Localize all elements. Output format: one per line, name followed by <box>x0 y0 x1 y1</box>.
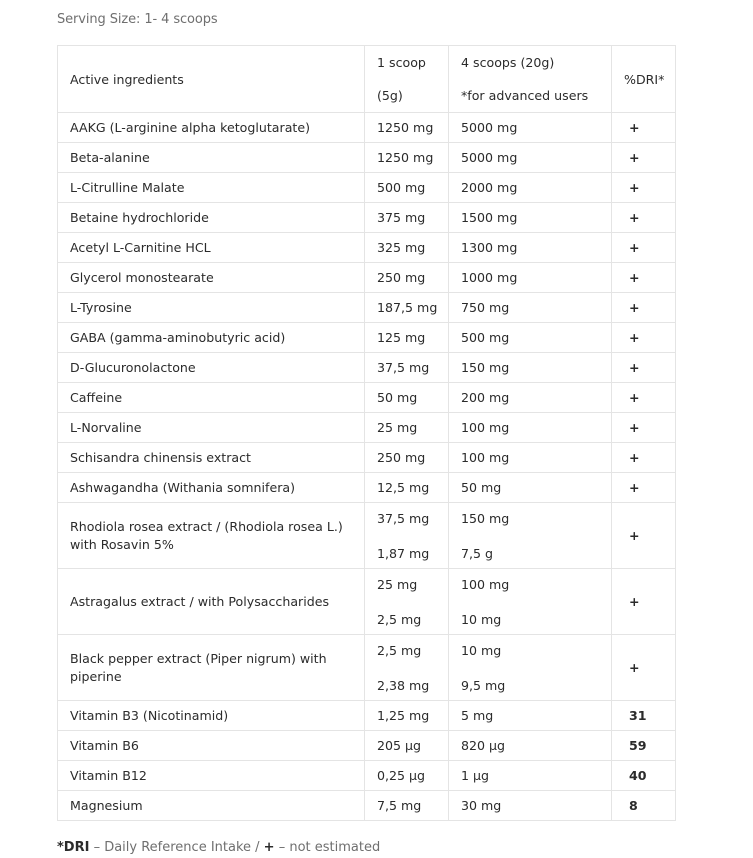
table-row <box>58 473 676 503</box>
one-scoop-amount: 0,25 µg <box>365 761 449 791</box>
table-row <box>58 323 676 353</box>
four-scoops-amount-bottom: 7,5 g <box>461 545 494 561</box>
dri-value: 8 <box>612 791 676 821</box>
ingredient-name: D-Glucuronolactone <box>58 353 365 383</box>
four-scoops-amount: 5000 mg <box>449 113 612 143</box>
table-row <box>58 569 676 635</box>
dri-value: + <box>612 173 676 203</box>
header-four-scoops-line2: *for advanced users <box>461 88 589 103</box>
dri-value: + <box>612 635 676 701</box>
dri-value: + <box>612 413 676 443</box>
table-row <box>58 203 676 233</box>
dri-value: 40 <box>612 761 676 791</box>
ingredient-name: Betaine hydrochloride <box>58 203 365 233</box>
header-active-ingredients: Active ingredients <box>58 46 365 113</box>
one-scoop-amount: 250 mg <box>365 263 449 293</box>
table-row <box>58 701 676 731</box>
four-scoops-amount <box>449 635 612 701</box>
four-scoops-amount: 5000 mg <box>449 143 612 173</box>
four-scoops-amount-top: 10 mg <box>461 642 502 658</box>
dri-value: + <box>612 473 676 503</box>
header-one-scoop <box>365 46 449 113</box>
one-scoop-amount-bottom: 2,5 mg <box>377 611 422 627</box>
dri-value: + <box>612 383 676 413</box>
four-scoops-amount-bottom: 10 mg <box>461 611 502 627</box>
one-scoop-amount-top: 37,5 mg <box>377 510 430 526</box>
one-scoop-amount <box>365 503 449 569</box>
table-row <box>58 761 676 791</box>
one-scoop-amount: 187,5 mg <box>365 293 449 323</box>
one-scoop-amount: 1250 mg <box>365 143 449 173</box>
one-scoop-amount: 25 mg <box>365 413 449 443</box>
dri-value: + <box>612 113 676 143</box>
header-four-scoops-line1: 4 scoops (20g) <box>461 55 555 70</box>
dri-value: + <box>612 503 676 569</box>
one-scoop-amount-top: 25 mg <box>377 576 418 592</box>
footnote-dri-key: *DRI <box>57 840 90 855</box>
header-four-scoops <box>449 46 612 113</box>
dri-value: + <box>612 323 676 353</box>
one-scoop-amount: 7,5 mg <box>365 791 449 821</box>
one-scoop-amount: 375 mg <box>365 203 449 233</box>
four-scoops-amount: 1 µg <box>449 761 612 791</box>
four-scoops-amount: 5 mg <box>449 701 612 731</box>
ingredient-name: Magnesium <box>58 791 365 821</box>
ingredient-name: Rhodiola rosea extract / (Rhodiola rosea L.) with Rosavin 5% <box>58 503 365 569</box>
table-row <box>58 233 676 263</box>
four-scoops-amount: 750 mg <box>449 293 612 323</box>
ingredient-name: Vitamin B3 (Nicotinamid) <box>58 701 365 731</box>
four-scoops-amount <box>449 569 612 635</box>
ingredient-name: Beta-alanine <box>58 143 365 173</box>
ingredient-name: AAKG (L-arginine alpha ketoglutarate) <box>58 113 365 143</box>
table-row <box>58 635 676 701</box>
four-scoops-amount: 100 mg <box>449 413 612 443</box>
footnote <box>57 840 380 855</box>
four-scoops-amount: 1500 mg <box>449 203 612 233</box>
dri-value: + <box>612 443 676 473</box>
ingredient-name: Astragalus extract / with Polysaccharides <box>58 569 365 635</box>
ingredient-name: Schisandra chinensis extract <box>58 443 365 473</box>
four-scoops-amount-top: 100 mg <box>461 576 510 592</box>
four-scoops-amount: 1300 mg <box>449 233 612 263</box>
nutrition-table <box>57 45 676 821</box>
four-scoops-amount: 500 mg <box>449 323 612 353</box>
one-scoop-amount <box>365 635 449 701</box>
ingredient-name: Black pepper extract (Piper nigrum) with piperine <box>58 635 365 701</box>
table-header-row <box>58 46 676 113</box>
dri-value: + <box>612 293 676 323</box>
table-row <box>58 443 676 473</box>
one-scoop-amount-top: 2,5 mg <box>377 642 422 658</box>
header-one-scoop-line1: 1 scoop <box>377 55 426 70</box>
four-scoops-amount: 2000 mg <box>449 173 612 203</box>
ingredient-name: Ashwagandha (Withania somnifera) <box>58 473 365 503</box>
table-row <box>58 263 676 293</box>
four-scoops-amount: 1000 mg <box>449 263 612 293</box>
table-row <box>58 791 676 821</box>
dri-value: 59 <box>612 731 676 761</box>
one-scoop-amount: 37,5 mg <box>365 353 449 383</box>
table-row <box>58 143 676 173</box>
dri-value: + <box>612 353 676 383</box>
one-scoop-amount: 50 mg <box>365 383 449 413</box>
one-scoop-amount: 205 µg <box>365 731 449 761</box>
dri-value: + <box>612 143 676 173</box>
dri-value: + <box>612 203 676 233</box>
footnote-plus-key: + <box>263 840 275 855</box>
one-scoop-amount-bottom: 2,38 mg <box>377 677 430 693</box>
table-row <box>58 413 676 443</box>
ingredient-name: L-Citrulline Malate <box>58 173 365 203</box>
four-scoops-amount-top: 150 mg <box>461 510 510 526</box>
one-scoop-amount: 325 mg <box>365 233 449 263</box>
ingredient-name: L-Tyrosine <box>58 293 365 323</box>
one-scoop-amount: 1250 mg <box>365 113 449 143</box>
dri-value: + <box>612 263 676 293</box>
four-scoops-amount: 30 mg <box>449 791 612 821</box>
dri-value: 31 <box>612 701 676 731</box>
ingredient-name: Caffeine <box>58 383 365 413</box>
one-scoop-amount <box>365 569 449 635</box>
footnote-plus-text: – not estimated <box>274 840 381 855</box>
four-scoops-amount: 50 mg <box>449 473 612 503</box>
four-scoops-amount: 820 µg <box>449 731 612 761</box>
ingredient-name: Vitamin B6 <box>58 731 365 761</box>
one-scoop-amount: 500 mg <box>365 173 449 203</box>
one-scoop-amount: 12,5 mg <box>365 473 449 503</box>
header-one-scoop-line2: (5g) <box>377 88 403 103</box>
header-dri: %DRI* <box>612 46 676 113</box>
four-scoops-amount <box>449 503 612 569</box>
footnote-dri-text: – Daily Reference Intake / <box>89 840 264 855</box>
ingredient-name: Vitamin B12 <box>58 761 365 791</box>
table-row <box>58 503 676 569</box>
four-scoops-amount: 100 mg <box>449 443 612 473</box>
one-scoop-amount: 250 mg <box>365 443 449 473</box>
ingredient-name: Acetyl L-Carnitine HCL <box>58 233 365 263</box>
table-row <box>58 173 676 203</box>
table-row <box>58 353 676 383</box>
one-scoop-amount: 125 mg <box>365 323 449 353</box>
table-row <box>58 293 676 323</box>
dri-value: + <box>612 569 676 635</box>
ingredient-name: Glycerol monostearate <box>58 263 365 293</box>
table-row <box>58 731 676 761</box>
serving-size: Serving Size: 1- 4 scoops <box>57 12 218 27</box>
one-scoop-amount: 1,25 mg <box>365 701 449 731</box>
four-scoops-amount: 150 mg <box>449 353 612 383</box>
table-row <box>58 113 676 143</box>
ingredient-name: GABA (gamma-aminobutyric acid) <box>58 323 365 353</box>
four-scoops-amount: 200 mg <box>449 383 612 413</box>
one-scoop-amount-bottom: 1,87 mg <box>377 545 430 561</box>
dri-value: + <box>612 233 676 263</box>
table-row <box>58 383 676 413</box>
four-scoops-amount-bottom: 9,5 mg <box>461 677 506 693</box>
ingredient-name: L-Norvaline <box>58 413 365 443</box>
